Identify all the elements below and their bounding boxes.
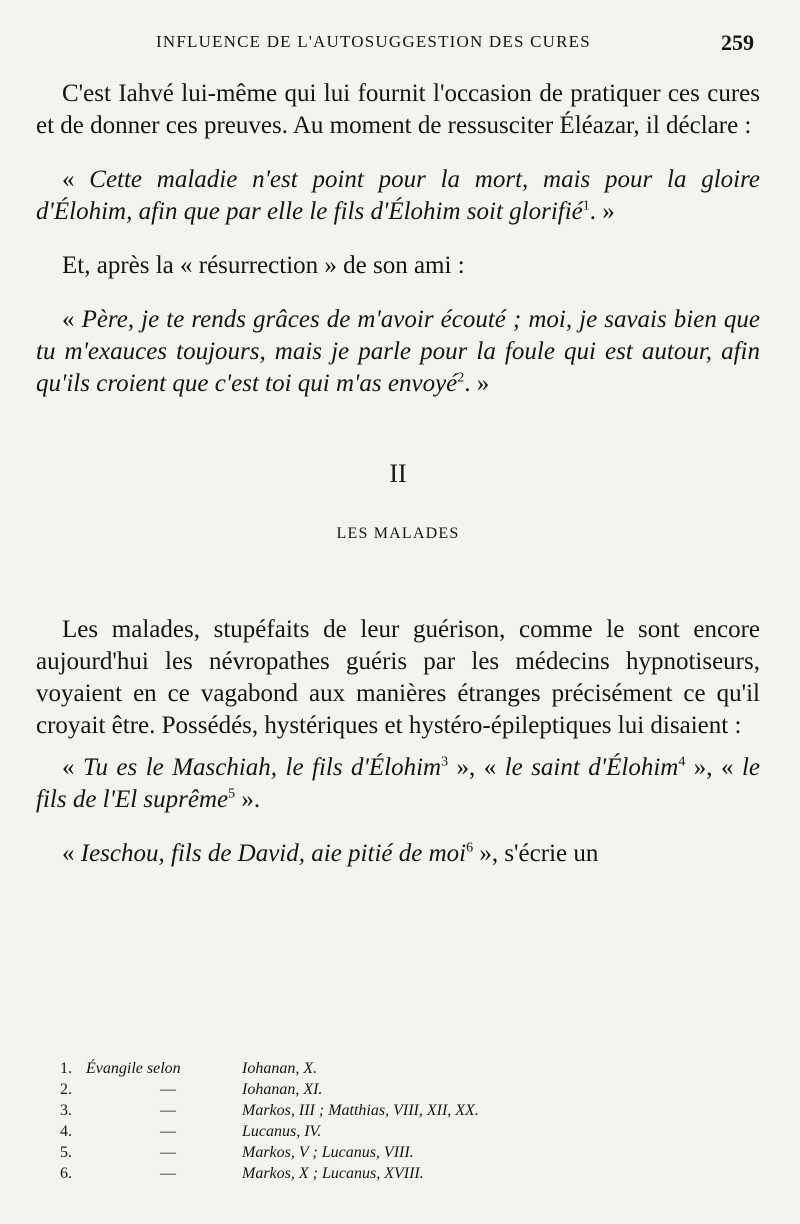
footnote-number: 1.: [60, 1060, 72, 1077]
footnote: [60, 1163, 660, 1184]
close-quote: ».: [235, 786, 261, 813]
paragraph-text: Les malades, stupéfaits de leur guérison, comme le sont encore aujourd'hui les névropathes guéris par les médecins hypnotiseurs, voyaient en ce vagabond aux manières étranges précisément ce qu'il croyait être. Possédés, hystériques et hystéro-épileptiques lui disaient :: [36, 616, 760, 739]
footnote-ref-text: Markos, III ; Matthias, VIII, XII, XX.: [242, 1102, 479, 1119]
paragraph-text: C'est Iahvé lui-même qui lui fournit l'occasion de pratiquer ces cures et de donner ces preuves. Au moment de ressusciter Éléazar, il déclare :: [36, 80, 760, 139]
quote-text: Ieschou, fils de David, aie pitié de moi: [80, 840, 467, 867]
footnote-ref: 5: [228, 786, 236, 802]
footnote-number: 4.: [60, 1123, 72, 1140]
quote-text: le fils de l'El suprême: [36, 754, 760, 813]
footnote-source: —: [160, 1081, 176, 1098]
quote-separator: », «: [685, 754, 742, 781]
footnote-source: —: [160, 1144, 176, 1161]
footnote-ref: 1: [582, 198, 590, 214]
quote-separator: », «: [448, 754, 505, 781]
paragraph: [36, 250, 760, 282]
footnote: [60, 1100, 660, 1121]
quote-paragraph: [36, 304, 760, 400]
footnote-ref: 3: [441, 754, 449, 770]
section-number: II: [389, 459, 407, 488]
footnote-number: 5.: [60, 1144, 72, 1161]
footnotes: [60, 1058, 660, 1184]
footnote: [60, 1079, 660, 1100]
footnote-ref-text: Lucanus, IV.: [242, 1123, 322, 1140]
close-quote: . »: [464, 370, 490, 397]
quote-paragraph: [36, 164, 760, 228]
quote-text: Père, je te rends grâces de m'avoir écouté ; moi, je savais bien que tu m'exauces toujours, mais je parle pour la foule qui est autour, afin qu'ils croient que c'est toi qui m'as envoyé: [36, 306, 760, 397]
page-body: [36, 78, 760, 870]
quote-text: le saint d'Élohim: [504, 754, 679, 781]
footnote-ref-text: Iohanan, XI.: [242, 1081, 323, 1098]
paragraph: [36, 614, 760, 742]
quote-text: Tu es le Maschiah, le fils d'Élohim: [82, 754, 442, 781]
footnote-ref-text: Iohanan, X.: [242, 1060, 318, 1077]
close-quote: », s'écrie un: [473, 840, 599, 867]
quote-paragraph: [36, 838, 760, 870]
footnote-source: —: [160, 1102, 176, 1119]
footnote-ref: 4: [678, 754, 686, 770]
open-quote: «: [62, 166, 90, 193]
running-head: INFLUENCE DE L'AUTOSUGGESTION DES CURES: [156, 32, 591, 51]
footnote-source: —: [160, 1123, 176, 1140]
paragraph-text: Et, après la « résurrection » de son ami :: [62, 252, 465, 279]
footnote-ref: 2: [457, 370, 465, 386]
footnote-source: Évangile selon: [86, 1060, 181, 1077]
footnote-ref-text: Markos, X ; Lucanus, XVIII.: [242, 1165, 424, 1182]
quote-paragraph: [36, 752, 760, 816]
section-title: LES MALADES: [336, 525, 460, 542]
footnote-number: 6.: [60, 1165, 72, 1182]
close-quote: . »: [589, 198, 615, 225]
footnote-number: 3.: [60, 1102, 72, 1119]
open-quote: «: [62, 840, 81, 867]
open-quote: «: [62, 306, 82, 333]
footnote-source: —: [160, 1165, 176, 1182]
footnote-ref: 6: [466, 840, 474, 856]
footnote-ref-text: Markos, V ; Lucanus, VIII.: [242, 1144, 414, 1161]
page-number: 259: [721, 30, 754, 55]
footnote: [60, 1142, 660, 1163]
footnote: [60, 1058, 660, 1079]
paragraph: [36, 78, 760, 142]
footnote: [60, 1121, 660, 1142]
footnote-number: 2.: [60, 1081, 72, 1098]
open-quote: «: [62, 754, 83, 781]
quote-text: Cette maladie n'est point pour la mort, mais pour la gloire d'Élohim, afin que par elle le fils d'Élohim soit glorifié: [36, 166, 760, 225]
